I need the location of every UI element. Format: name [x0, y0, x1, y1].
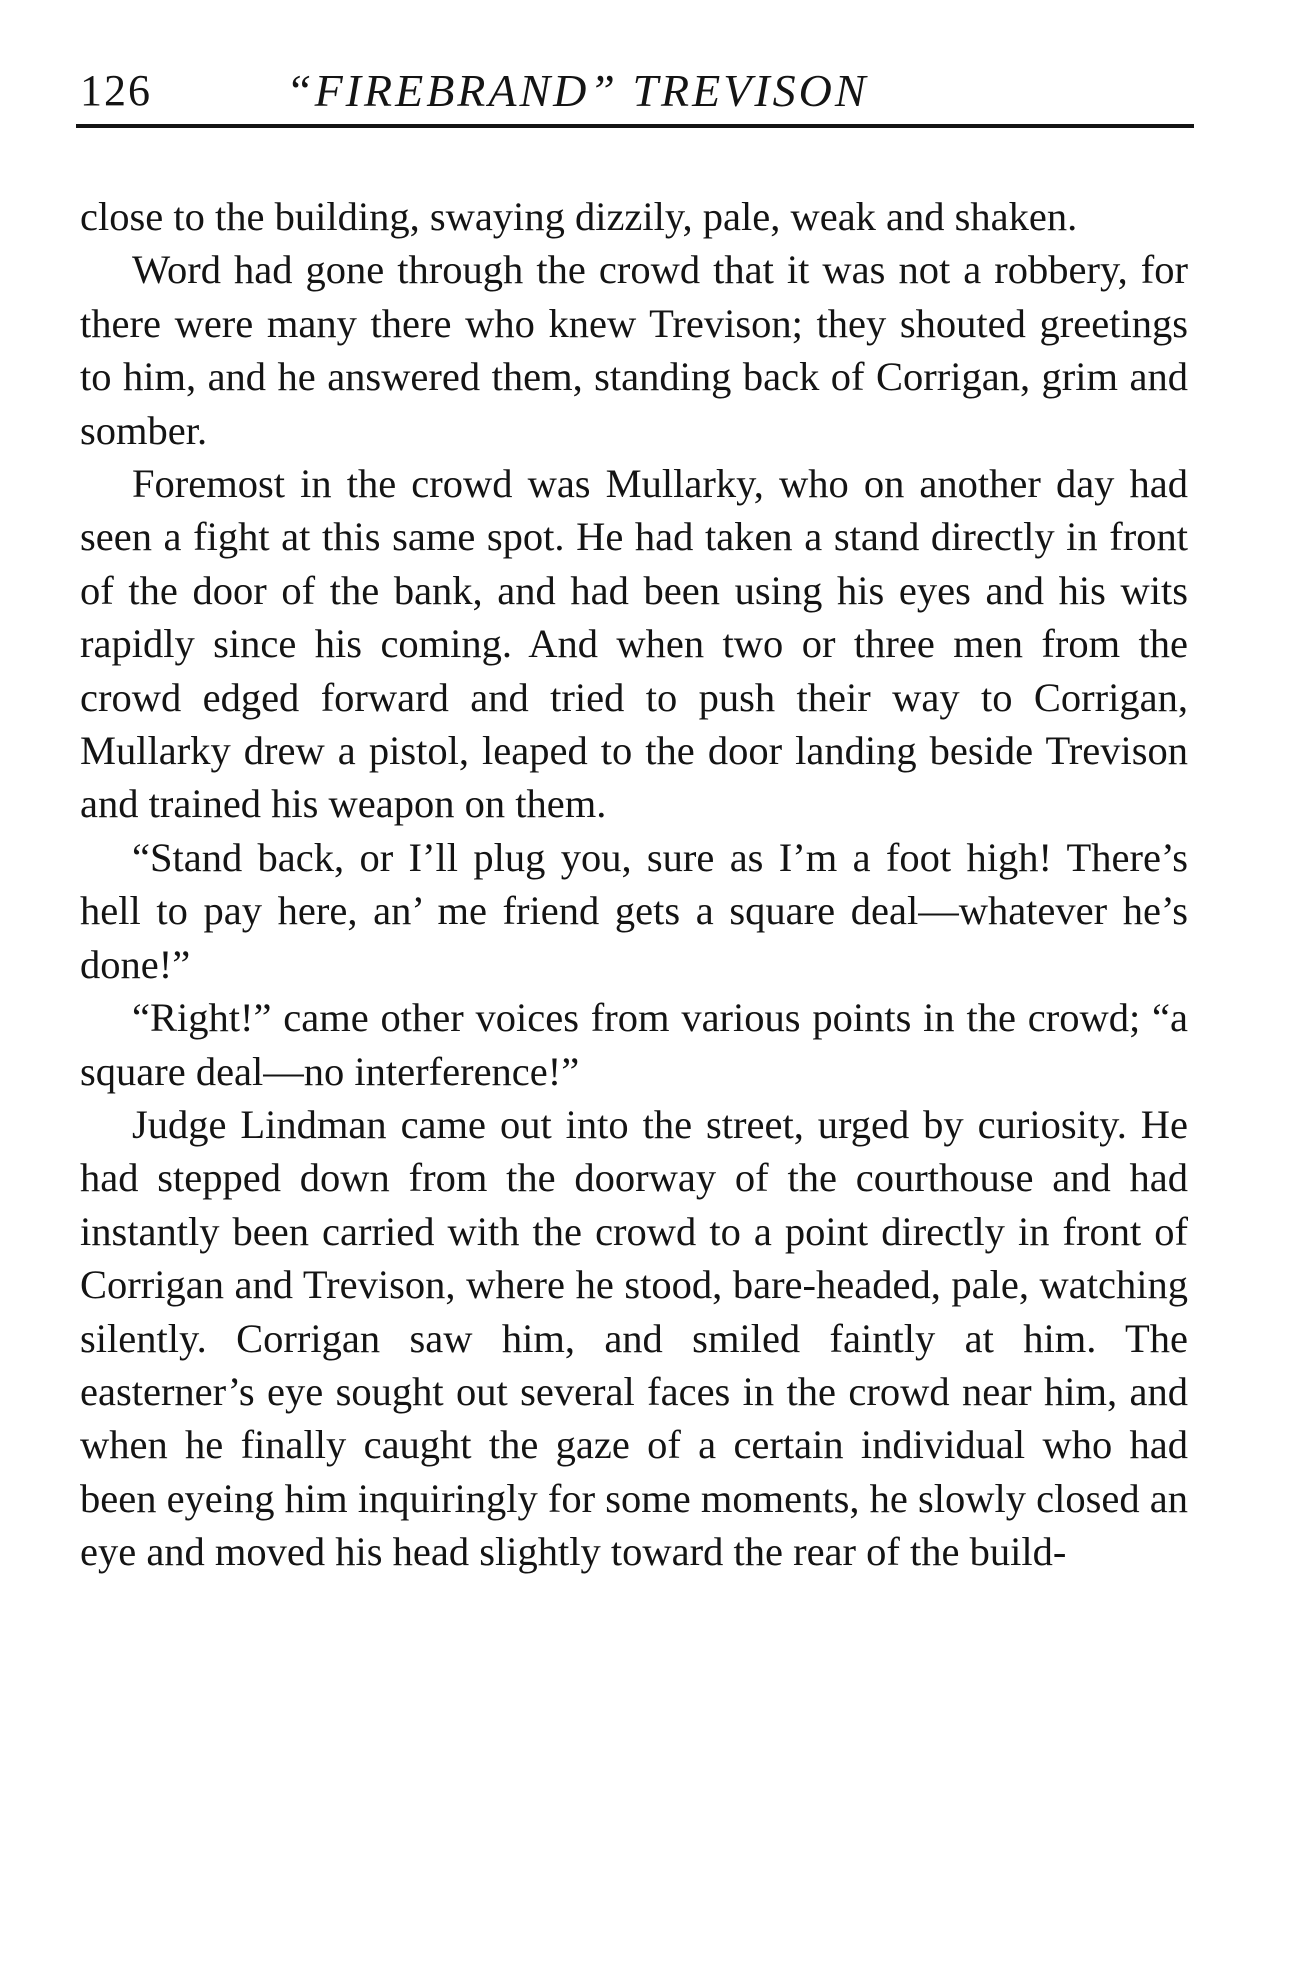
paragraph: “Stand back, or I’ll plug you, sure as I’m a foot high! There’s hell to pay here, an’ me friend gets a square deal—whatever he’s done!”	[80, 834, 1188, 987]
page-number: 126	[80, 66, 152, 115]
paragraph: Judge Lindman came out into the street, urged by curiosity. He had stepped down from the doorway of the courthouse and had instantly been carried with the crowd to a point directly in front of Corrigan and Trevison, where he stood, bare-headed, pale, watching silently. Corrigan saw him, and smiled faintly at him. The easterner’s eye sought out several faces in the crowd near him, and when he finally caught the gaze of a certain individual who had been eyeing him inquiringly for some moments, he slowly closed an eye and moved his head slightly toward the rear of the build-	[80, 1101, 1188, 1575]
paragraph-continued: close to the building, swaying dizzily, pale, weak and shaken.	[80, 194, 1078, 239]
page-header	[80, 66, 1194, 116]
paragraph: Foremost in the crowd was Mullarky, who on another day had seen a fight at this same spot. He had taken a stand directly in front of the door of the bank, and had been using his eyes and his wits rapidly since his coming. And when two or three men from the crowd edged forward and tried to push their way to Corrigan, Mullarky drew a pistol, leaped to the door landing beside Trevison and trained his weapon on them.	[80, 461, 1188, 827]
header-rule	[76, 124, 1194, 128]
paragraph: “Right!” came other voices from various points in the crowd; “a square deal—no interference!”	[80, 995, 1188, 1094]
paragraph: Word had gone through the crowd that it was not a robbery, for there were many there who knew Trevison; they shouted greetings to him, and he answered them, standing back of Corrigan, grim and somber.	[80, 247, 1188, 453]
running-title: “FIREBRAND” TREVISON	[286, 65, 869, 116]
body-text	[80, 190, 1188, 1579]
